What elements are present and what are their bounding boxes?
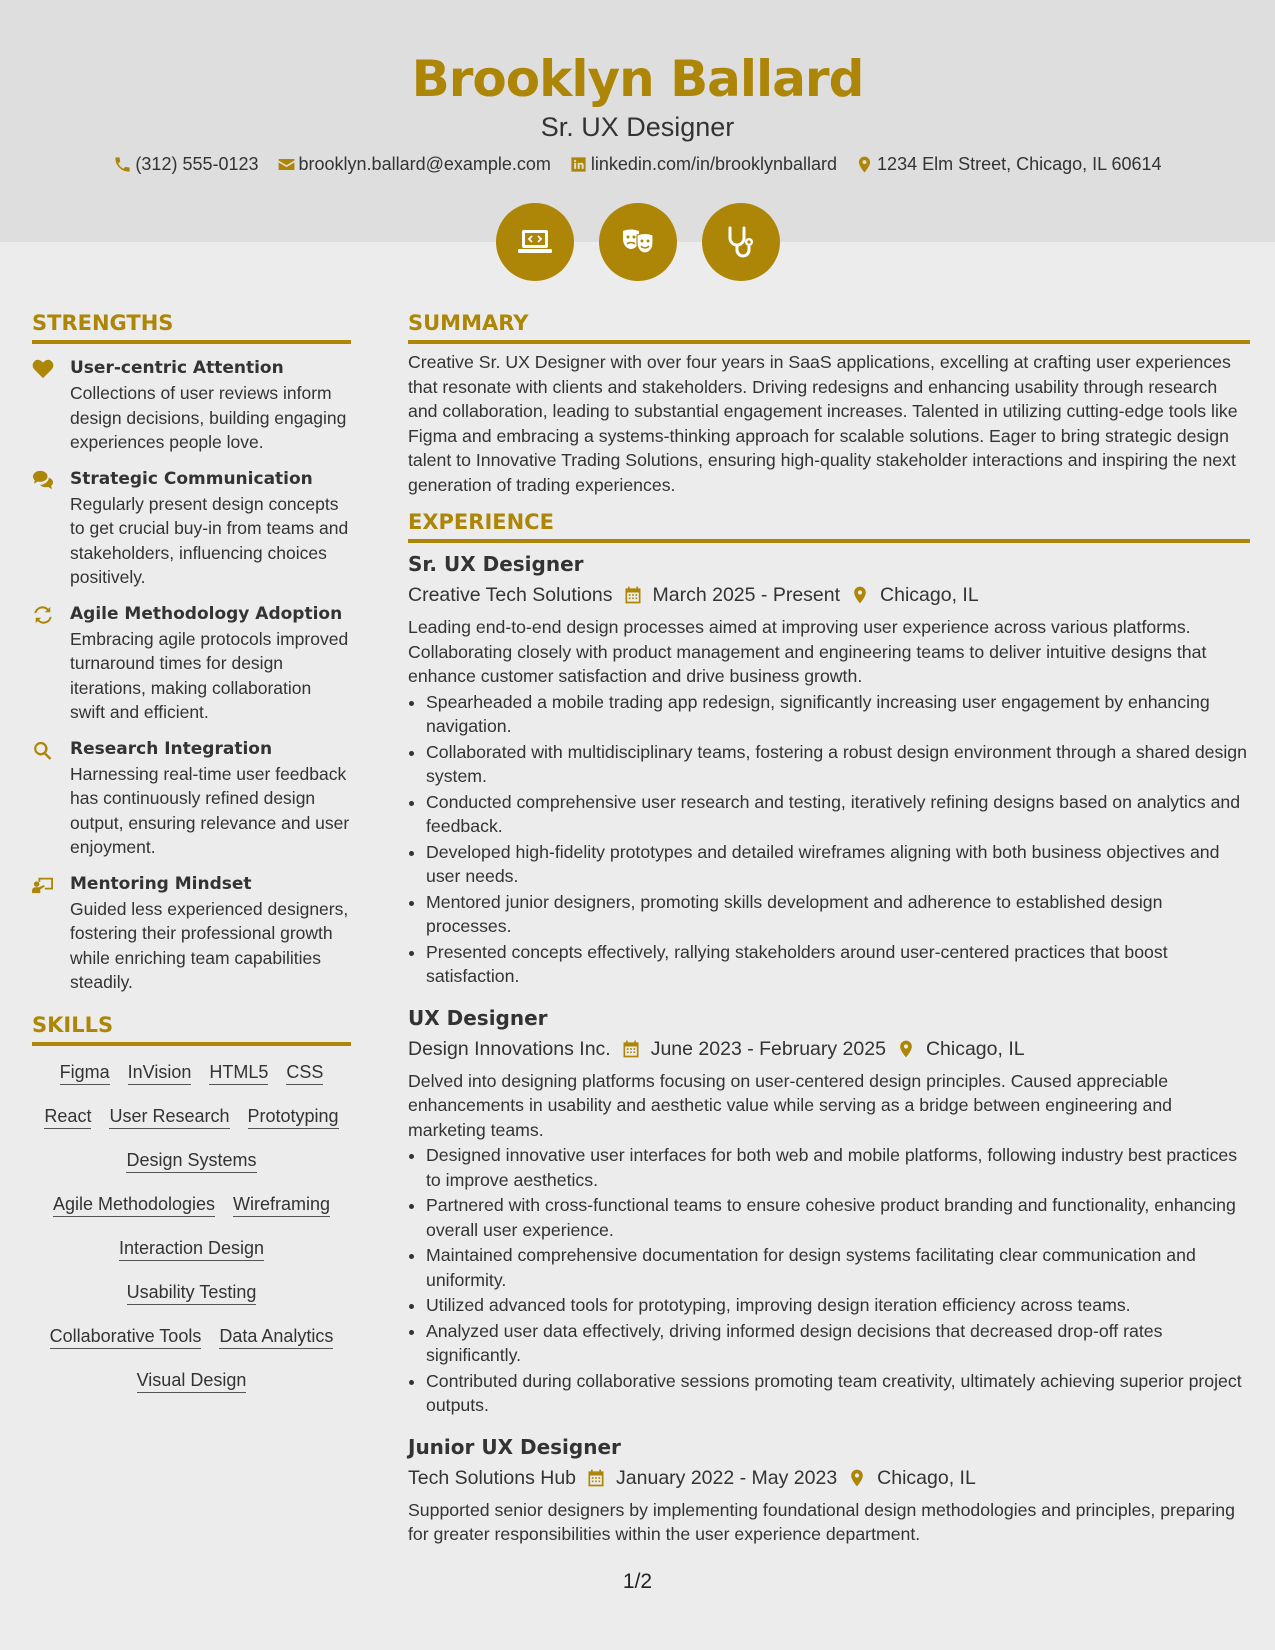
map-marker-icon	[850, 585, 870, 605]
job-title: Junior UX Designer	[408, 1434, 621, 1459]
linkedin-icon	[569, 155, 588, 174]
skill-row	[32, 1280, 351, 1305]
skill-tag: Data Analytics	[219, 1324, 333, 1349]
summary-text: Creative Sr. UX Designer with over four years in SaaS applications, excelling at crafting user experiences that resonate with clients and stakeholders. Driving redesigns and enhancing usability through research and collaboration, leading to substantial engagement increases. Talented in utilizing cutting-edge tools like Figma and embracing a systems-thinking approach for scalable solutions. Eager to bring strategic design talent to Innovative Trading Solutions, ensuring high-quality stakeholder interactions and inspiring the next generation of trading experiences.	[408, 352, 1238, 495]
map-marker-icon	[847, 1468, 867, 1488]
skill-tag: React	[44, 1104, 91, 1129]
skill-tag: CSS	[286, 1060, 323, 1085]
theater-masks-icon	[618, 222, 658, 262]
contact-phone[interactable]	[113, 151, 258, 177]
job-bullet: • Analyzed user data effectively, driving informed design decisions that decreased drop-off rates significantly.	[426, 1319, 1250, 1368]
calendar-icon	[621, 1039, 641, 1059]
skill-tag: Design Systems	[126, 1148, 256, 1173]
heart-icon	[32, 359, 54, 379]
job-entry	[408, 1432, 1250, 1547]
strength-item	[32, 872, 351, 995]
strength-desc: Harnessing real-time user feedback has continuously refined design output, ensuring relevance and user enjoyment.	[70, 763, 350, 857]
strength-desc: Guided less experienced designers, fostering their professional growth while enriching team capabilities steadily.	[70, 898, 349, 992]
skill-tag: Collaborative Tools	[50, 1324, 202, 1349]
candidate-role: Sr. UX Designer	[540, 112, 735, 142]
job-company: Creative Tech Solutions	[408, 584, 613, 606]
job-title: Sr. UX Designer	[408, 552, 584, 576]
address-text: 1234 Elm Street, Chicago, IL 60614	[877, 154, 1162, 174]
job-entry	[408, 1003, 1250, 1418]
job-company: Design Innovations Inc.	[408, 1037, 611, 1060]
experience-list	[408, 549, 1250, 1547]
job-description: Supported senior designers by implementing foundational design methodologies and principles, preparing for greater responsibilities within the user experience department.	[408, 1499, 1235, 1544]
job-description: Delved into designing platforms focusing on user-centered design principles. Caused appreciable enhancements in usability and aesthetic value while serving as a bridge between engineering and marketing teams.	[408, 1070, 1173, 1140]
job-dates: June 2023 - February 2025	[650, 1037, 886, 1060]
job-location: Chicago, IL	[877, 1466, 976, 1489]
strength-item	[32, 467, 351, 590]
skill-tag: HTML5	[209, 1060, 268, 1085]
job-bullet: • Maintained comprehensive documentation for design systems facilitating clear communication and uniformity.	[426, 1243, 1250, 1292]
contact-address	[855, 151, 1162, 177]
map-marker-icon	[855, 155, 874, 174]
chalkboard-teacher-icon	[32, 875, 54, 895]
strength-title: User-centric Attention	[70, 358, 284, 378]
strength-item	[32, 737, 351, 860]
linkedin-text: linkedin.com/in/brooklynballard	[590, 154, 838, 174]
strength-desc: Regularly present design concepts to get crucial buy-in from teams and stakeholders, influencing choices positively.	[70, 493, 349, 587]
job-bullets	[426, 690, 1250, 989]
job-company: Tech Solutions Hub	[408, 1466, 577, 1489]
skill-tag: Usability Testing	[127, 1280, 257, 1305]
strength-title: Agile Methodology Adoption	[70, 603, 343, 624]
skill-row	[32, 1236, 351, 1261]
contact-bar	[0, 151, 1275, 177]
strength-title: Strategic Communication	[70, 468, 313, 489]
candidate-name: Brooklyn Ballard	[411, 50, 864, 108]
job-bullet: • Spearheaded a mobile trading app redesign, significantly increasing user engagement by enhancing navigation.	[426, 690, 1250, 739]
job-dates: March 2025 - Present	[652, 584, 841, 606]
laptop-code-icon	[515, 222, 555, 262]
job-bullets	[426, 1143, 1250, 1418]
skill-row	[32, 1148, 351, 1173]
job-description: Leading end-to-end design processes aimed at improving user experience across various platforms. Collaborating closely with product management and engineering teams to deliver intuitive designs that enhance customer satisfaction and drive business growth.	[408, 617, 1207, 686]
contact-email[interactable]	[277, 151, 551, 177]
right-column	[408, 309, 1250, 1547]
map-marker-icon	[896, 1039, 916, 1059]
skill-row	[32, 1324, 351, 1349]
skill-row	[32, 1192, 351, 1217]
skill-tag: Prototyping	[248, 1104, 339, 1129]
job-entry	[408, 549, 1250, 989]
experience-heading: EXPERIENCE	[408, 508, 1250, 543]
job-location: Chicago, IL	[925, 1037, 1025, 1060]
interest-badges	[0, 203, 1275, 281]
skill-row	[32, 1060, 351, 1085]
stethoscope-icon	[721, 222, 761, 262]
skill-tag: Interaction Design	[119, 1236, 264, 1261]
job-location: Chicago, IL	[880, 584, 979, 606]
strength-title: Mentoring Mindset	[70, 873, 252, 894]
skill-tag: Figma	[60, 1060, 110, 1085]
strengths-heading: STRENGTHS	[32, 309, 351, 344]
phone-text: (312) 555-0123	[135, 154, 259, 174]
job-bullet: • Collaborated with multidisciplinary teams, fostering a robust design environment through a shared design system.	[426, 740, 1250, 789]
skills-list	[32, 1060, 351, 1393]
skill-tag: Visual Design	[137, 1368, 247, 1393]
search-icon	[32, 740, 54, 760]
skill-tag: Agile Methodologies	[53, 1192, 215, 1217]
skill-row	[32, 1368, 351, 1393]
left-column	[32, 309, 351, 1412]
skills-heading: SKILLS	[32, 1011, 351, 1046]
calendar-icon	[586, 1468, 606, 1488]
job-bullet: • Designed innovative user interfaces for both web and mobile platforms, following industry best practices to improve aesthetics.	[426, 1143, 1250, 1192]
strength-title: Research Integration	[70, 738, 273, 759]
job-bullet: • Presented concepts effectively, rallying stakeholders around user-centered practices that boost satisfaction.	[426, 940, 1250, 989]
summary-heading: SUMMARY	[408, 309, 1250, 344]
calendar-icon	[623, 585, 643, 605]
skill-tag: InVision	[128, 1060, 192, 1085]
job-meta	[408, 580, 1250, 610]
skill-tag: User Research	[109, 1104, 229, 1129]
strength-desc: Embracing agile protocols improved turnaround times for design iterations, making collaboration swift and efficient.	[70, 628, 349, 722]
job-bullet: • Contributed during collaborative sessions promoting team creativity, ultimately achieving superior project outputs.	[426, 1369, 1250, 1418]
strength-item	[32, 602, 351, 725]
skill-row	[32, 1104, 351, 1129]
job-bullet: • Partnered with cross-functional teams to ensure cohesive product branding and functionality, enhancing overall user experience.	[426, 1193, 1250, 1242]
job-bullet: • Utilized advanced tools for prototyping, improving design iteration efficiency across teams.	[426, 1293, 1250, 1318]
email-text: brooklyn.ballard@example.com	[298, 154, 551, 174]
badge-laptop-code	[496, 203, 574, 281]
envelope-icon	[277, 155, 296, 174]
contact-linkedin[interactable]	[569, 151, 837, 177]
badge-stethoscope	[702, 203, 780, 281]
job-bullet: • Conducted comprehensive user research and testing, iteratively refining designs based on analytics and feedback.	[426, 790, 1250, 839]
phone-icon	[113, 155, 132, 174]
strength-desc: Collections of user reviews inform design decisions, building engaging experiences people love.	[70, 383, 347, 452]
skill-tag: Wireframing	[233, 1192, 330, 1217]
strength-item	[32, 356, 351, 455]
job-meta	[408, 1034, 1250, 1064]
badge-theater-masks	[599, 203, 677, 281]
job-bullet: • Mentored junior designers, promoting skills development and adherence to established design processes.	[426, 890, 1250, 939]
job-dates: January 2022 - May 2023	[616, 1466, 838, 1489]
job-title: UX Designer	[408, 1005, 548, 1030]
comments-icon	[32, 470, 54, 490]
page-number: 1/2	[622, 1570, 653, 1593]
sync-icon	[32, 605, 54, 625]
job-meta	[408, 1463, 1250, 1493]
job-bullet: • Developed high-fidelity prototypes and detailed wireframes aligning with both business objectives and user needs.	[426, 840, 1250, 889]
